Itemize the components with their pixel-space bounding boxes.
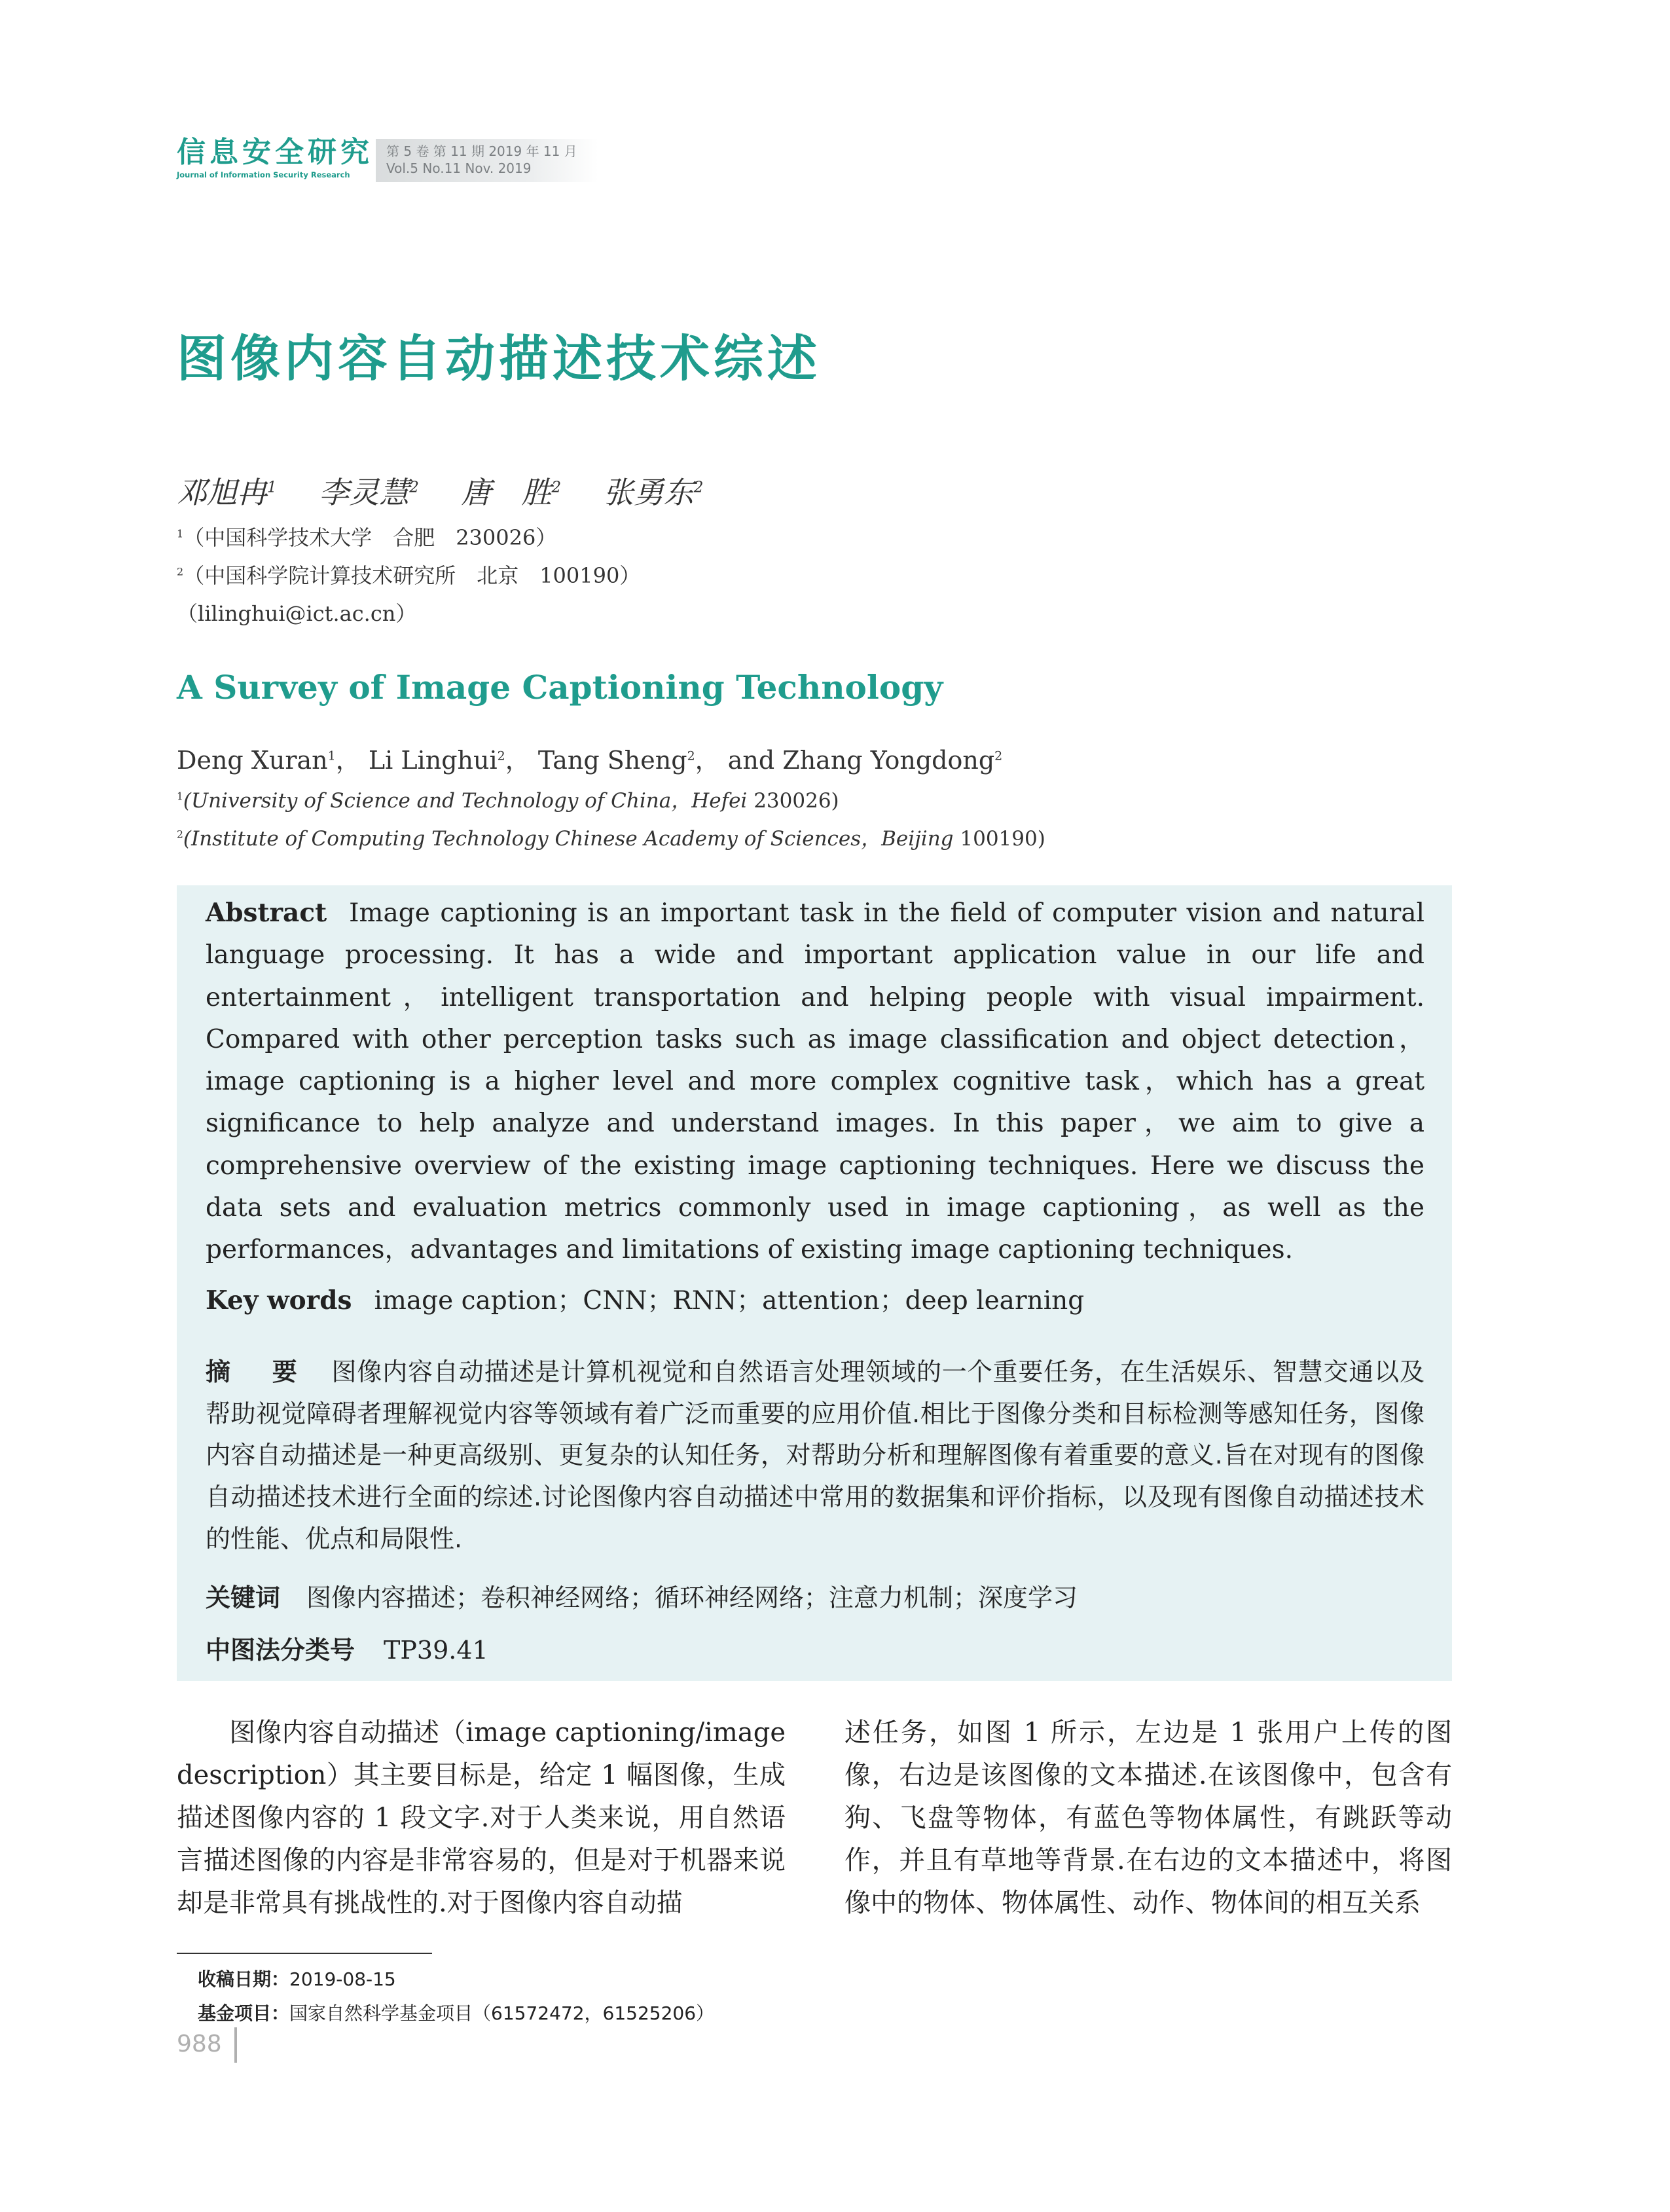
paper-title-cn: 图像内容自动描述技术综述 xyxy=(177,329,821,388)
author-list-en xyxy=(177,744,1002,777)
page-number-bar xyxy=(234,2027,237,2063)
clc-number xyxy=(206,1631,488,1670)
abstract-text: Image captioning is an important task in the field of computer vision and natural language processing. It has a wide and important application value in our life and entertainment，intelligent transportation and helping people with visual impairment. Compared with other perception tasks such as image classification and object detection，image captioning is a higher level and more complex cognitive task，which has a great significance to help analyze and understand images. In this paper，we aim to give a comprehensive overview of the existing image captioning techniques. Here we discuss the data sets and evaluation metrics commonly used in image captioning，as well as the performances，advantages and limitations of existing image captioning techniques. xyxy=(206,898,1425,1265)
clc-value: TP39.41 xyxy=(384,1636,488,1665)
keywords-label: Key words xyxy=(206,1285,352,1316)
journal-issue-en: Vol.5 No.11 Nov. 2019 xyxy=(386,160,532,176)
footnote-received: 收稿日期：2019-08-15 xyxy=(198,1968,396,1990)
abstract-cn-text: 图像内容自动描述是计算机视觉和自然语言处理领域的一个重要任务，在生活娱乐、智慧交通以及帮助视觉障碍者理解视觉内容等领域有着广泛而重要的应用价值.相比于图像分类和目标检测等感知任务，图像内容自动描述是一种更高级别、更复杂的认知任务，对帮助分析和理解图像有着重要的意义.旨在对现有的图像自动描述技术进行全面的综述.讨论图像内容自动描述中常用的数据集和评价指标，以及现有图像自动描述技术的性能、优点和局限性. xyxy=(206,1357,1425,1553)
journal-logo xyxy=(177,136,373,179)
email: （lilinghui@ict.ac.cn） xyxy=(177,601,417,626)
journal-issue-band xyxy=(376,139,598,182)
author-cn: 唐 胜$^2$ xyxy=(461,475,562,510)
abstract-cn-label: 摘 要 xyxy=(206,1357,306,1386)
abstract-en xyxy=(206,892,1425,1272)
journal-issue-cn: 第 5 卷 第 11 期 2019 年 11 月 xyxy=(386,143,577,159)
abstract-cn xyxy=(206,1352,1425,1560)
footnote-rule xyxy=(177,1953,432,1954)
keywords-cn xyxy=(206,1578,1078,1617)
paper-title-en: A Survey of Image Captioning Technology xyxy=(177,668,943,707)
keywords-en xyxy=(206,1281,1084,1321)
abstract-label: Abstract xyxy=(206,898,327,928)
author-en: and Zhang Yongdong$^2$ xyxy=(727,746,1003,775)
journal-name-cn: 信息安全研究 xyxy=(177,136,373,169)
author-list-cn xyxy=(177,473,736,512)
keywords-cn-text: 图像内容描述；卷积神经网络；循环神经网络；注意力机制；深度学习 xyxy=(306,1583,1078,1612)
author-en: Li Linghui$^2$， xyxy=(368,746,530,775)
author-en: Deng Xuran$^1$， xyxy=(177,746,361,775)
author-cn: 李灵慧$^2$ xyxy=(319,475,419,510)
body-column-left: 图像内容自动描述（image captioning/image description）其主要目标是，给定 1 幅图像，生成描述图像内容的 1 段文字.对于人类来说，用自然语言描述图像的内容是非常容易的，但是对于机器来说却是非常具有挑战性的.对于图像内容自动描 xyxy=(177,1718,786,1918)
author-en: Tang Sheng$^2$， xyxy=(537,746,720,775)
body-column-right: 述任务，如图 1 所示，左边是 1 张用户上传的图像，右边是该图像的文本描述.在该图像中，包含有狗、飞盘等物体，有蓝色等物体属性，有跳跃等动作，并且有草地等背景.在右边的文本描述中，将图像中的物体、物体属性、动作、物体间的相互关系 xyxy=(844,1718,1452,1918)
affiliation-cn: $^2$（中国科学院计算技术研究所 北京 100190） xyxy=(177,563,641,588)
keywords-cn-label: 关键词 xyxy=(206,1583,281,1612)
footnote-fund: 基金项目：国家自然科学基金项目（61572472，61525206） xyxy=(198,2002,715,2024)
clc-label: 中图法分类号 xyxy=(206,1636,355,1665)
affiliation-cn: $^1$（中国科学技术大学 合肥 230026） xyxy=(177,525,557,550)
author-cn: 张勇东$^2$ xyxy=(603,475,704,510)
author-cn: 邓旭冉$^1$ xyxy=(177,475,277,510)
keywords-text: image caption；CNN；RNN；attention；deep learning xyxy=(374,1286,1085,1316)
page-number: 988 xyxy=(177,2031,222,2057)
affiliation-en: $^2$(Institute of Computing Technology Chinese Academy of Sciences，Beijing 100190) xyxy=(177,827,1045,851)
journal-name-en: Journal of Information Security Research xyxy=(177,170,350,179)
affiliation-en: $^1$(University of Science and Technology of China，Hefei 230026) xyxy=(177,789,839,813)
